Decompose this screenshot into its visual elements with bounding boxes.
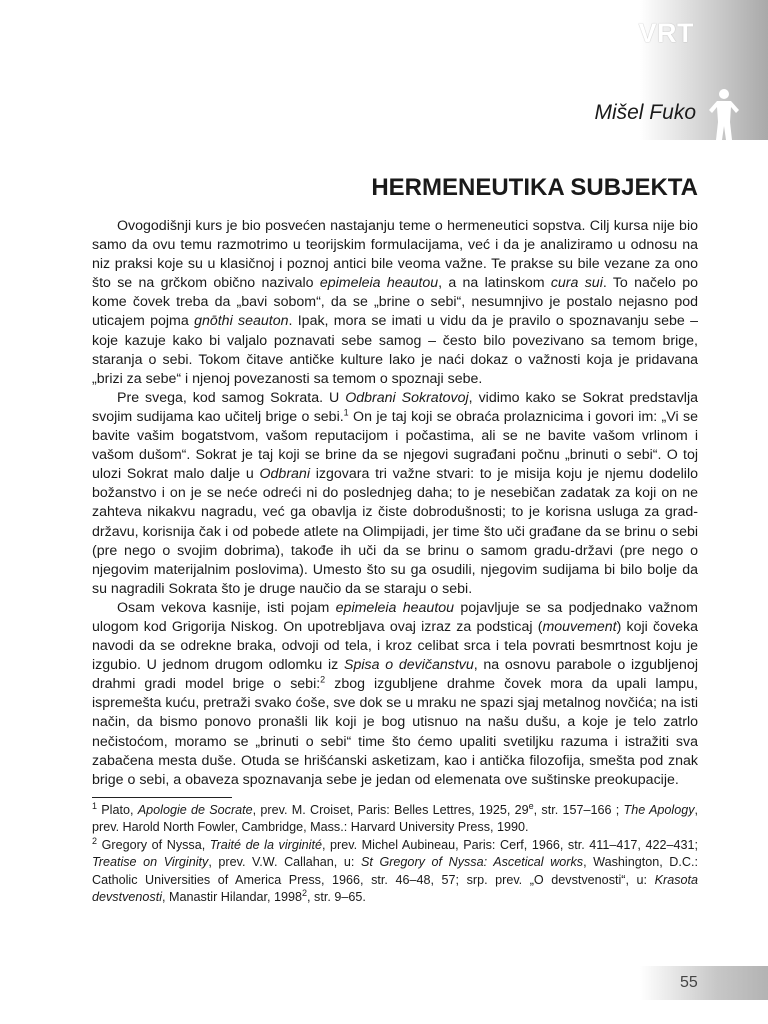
- text-run: On je taj koji se obraća prolaznicima i govori im: „Vi se bavite vašim bogatstvom, vašom reputacijom i počastima, ali se ne bavite vašom vrlinom i vašom dušom“. Sokrat je taj koji se brine da se njegovi sugrađani počnu „brinuti o sebi“. O toj ulozi Sokrat malo dalje u: [92, 408, 698, 483]
- page-number: 55: [680, 974, 698, 991]
- footnote: [92, 802, 698, 837]
- text-run: Pre svega, kod samog Sokrata. U: [117, 389, 346, 406]
- person-silhouette-icon: [706, 88, 742, 140]
- footnote-divider: [92, 797, 232, 798]
- footnote-marker: 2: [320, 674, 326, 685]
- italic-text: Krasota devstvenosti: [92, 872, 698, 905]
- text-run: izgovara tri važne stvari: to je misija koju je njemu dodelilo božanstvo i on je se neće odreći ni do poslednjeg daha; to je nesebičan zadatak za koji on ne zahteva nikakvu nagradu, već ga obavlja iz čiste dobrodušnosti; to je korisna usluga za grad-državu, korisnija čak i od pobede atlete na Olimpijadi, jer time što uči građane da se brinu o sebi (pre nego o svojim dobrima), takođe ih uči da se brinu o samom gradu-državi (pre nego o njegovim materijalnim poslovima). Umesto što su ga osudili, njegovim sudijama bi bilo bolje da su nagradili Sokrata što je druge naučio da se staraju o sebi.: [92, 466, 698, 597]
- text-run: pojavljuje se sa podjednako važnom ulogom kod Grigorija Niskog. On upotrebljava ovaj izraz za podsticaj (: [92, 599, 698, 635]
- italic-text: epimeleia heautou: [335, 599, 455, 616]
- italic-text: mouvement: [542, 618, 617, 635]
- footnote-marker: e: [528, 800, 534, 811]
- italic-text: gnōthi seauton: [194, 313, 289, 330]
- footnotes: [92, 802, 698, 906]
- italic-text: cura sui: [550, 275, 603, 292]
- text-run: , vidimo kako se Sokrat predstavlja svojim sudijama kao učitelj brige o sebi.: [92, 389, 698, 425]
- text-run: , str. 157–166 ;: [533, 803, 624, 817]
- article-body: [92, 217, 698, 790]
- text-run: . To načelo po kome čovek treba da „bavi sobom“, da se „brine o sebi“, nesumnjivo je postalo nejasno pod uticajem pojma: [92, 275, 698, 330]
- italic-text: Spisa o devičanstvu: [344, 657, 474, 674]
- text-run: . Ipak, mora se imati u vidu da je pravilo o spoznavanju sebe – koje kazuje kako bi valjalo poznavati sebe samog – često bilo povezivano sa temom brige, staranja o sebi. Tokom čitave antičke kulture lako je naći dokaz o važnosti koja je pridavana „brizi za sebe“ i njenoj povezanosti sa temom o spoznaji sebe.: [92, 313, 698, 387]
- italic-text: Treatise on Virginity: [92, 855, 209, 870]
- article-title: HERMENEUTIKA SUBJEKTA: [371, 174, 698, 201]
- text-run: Plato,: [97, 803, 138, 817]
- text-run: , Washington, D.C.: Catholic Universities of America Press, 1966, str. 46–48, 57; srp. prev. „O devstvenosti“, u:: [92, 855, 698, 887]
- italic-text: Apologie de Socrate: [137, 803, 253, 817]
- section-label: VRT: [638, 18, 694, 48]
- author-name: Mišel Fuko: [594, 101, 696, 124]
- text-run: zbog izgubljene drahme čovek mora da upali lampu, ispremešta kuću, pretraži svako ćoše, sve dok se u mraku ne spazi sjaj metalnog novčića; na isti način, da bismo ponovo pronašli lik koji je bog utisnuo na našu dušu, a koje je telo zatrlo nečistoćom, moramo se „brinuti o sebi“ time što ćemo upaliti svetiljku razuma i istražiti sva zabačena mesta duše. Otuda se hrišćanski asketizam, kao i antička filozofija, smešta pod znak brige o sebi, a obaveza spoznavanja sebe je jedan od elemenata ove suštinske preokupacije.: [92, 676, 698, 788]
- footnote-marker: 2: [92, 835, 98, 846]
- text-run: Ovogodišnji kurs je bio posvećen nastajanju teme o hermeneutici sopstva. Cilj kursa nije bio samo da ovu temu razmotrimo u teorijskim formulacijama, već i da je analiziramo u odnosu na niz praksi koje su u klasičnoj i poznoj antici bile veoma važne. Te prakse su bile vezane za ono što se na grčkom obično nazivalo: [92, 218, 698, 292]
- text-run: , prev. Harold North Fowler, Cambridge, Mass.: Harvard University Press, 1990.: [92, 803, 698, 835]
- text-run: , prev. Michel Aubineau, Paris: Cerf, 1966, str. 411–417, 422–431;: [321, 837, 698, 852]
- footnote: [92, 837, 698, 907]
- text-run: Osam vekova kasnije, isti pojam: [117, 599, 336, 616]
- text-run: , prev. V.W. Callahan, u:: [208, 855, 361, 870]
- italic-text: epimeleia heautou: [319, 275, 439, 292]
- italic-text: Odbrani Sokratovoj: [345, 389, 469, 406]
- footnote-marker: 1: [92, 800, 98, 811]
- text-run: Gregory of Nyssa,: [97, 837, 210, 852]
- body-paragraph: [92, 217, 698, 389]
- italic-text: The Apology: [623, 803, 695, 817]
- footnote-marker: 2: [302, 887, 308, 898]
- text-run: ) koji čoveka navodi da se odrekne braka, odvoji od tela, i kroz celibat srca i tela povrati besmrtnost koju je izgubio. U jednom drugom odlomku iz: [92, 618, 698, 674]
- text-run: , prev. M. Croiset, Paris: Belles Lettres, 1925, 29: [252, 803, 529, 817]
- body-paragraph: [92, 389, 698, 599]
- text-run: , str. 9–65.: [307, 890, 366, 905]
- text-run: , Manastir Hilandar, 1998: [162, 890, 303, 905]
- footnote-marker: 1: [343, 407, 349, 418]
- italic-text: St Gregory of Nyssa: Ascetical works: [360, 855, 584, 870]
- italic-text: Traité de la virginité: [209, 837, 322, 852]
- body-paragraph: [92, 599, 698, 790]
- footer-gradient-band: [640, 966, 768, 1000]
- text-run: , na osnovu parabole o izgubljenoj drahmi gradi model brige o sebi:: [92, 657, 698, 693]
- italic-text: Odbrani: [259, 466, 310, 483]
- text-run: , a na latinskom: [438, 275, 551, 292]
